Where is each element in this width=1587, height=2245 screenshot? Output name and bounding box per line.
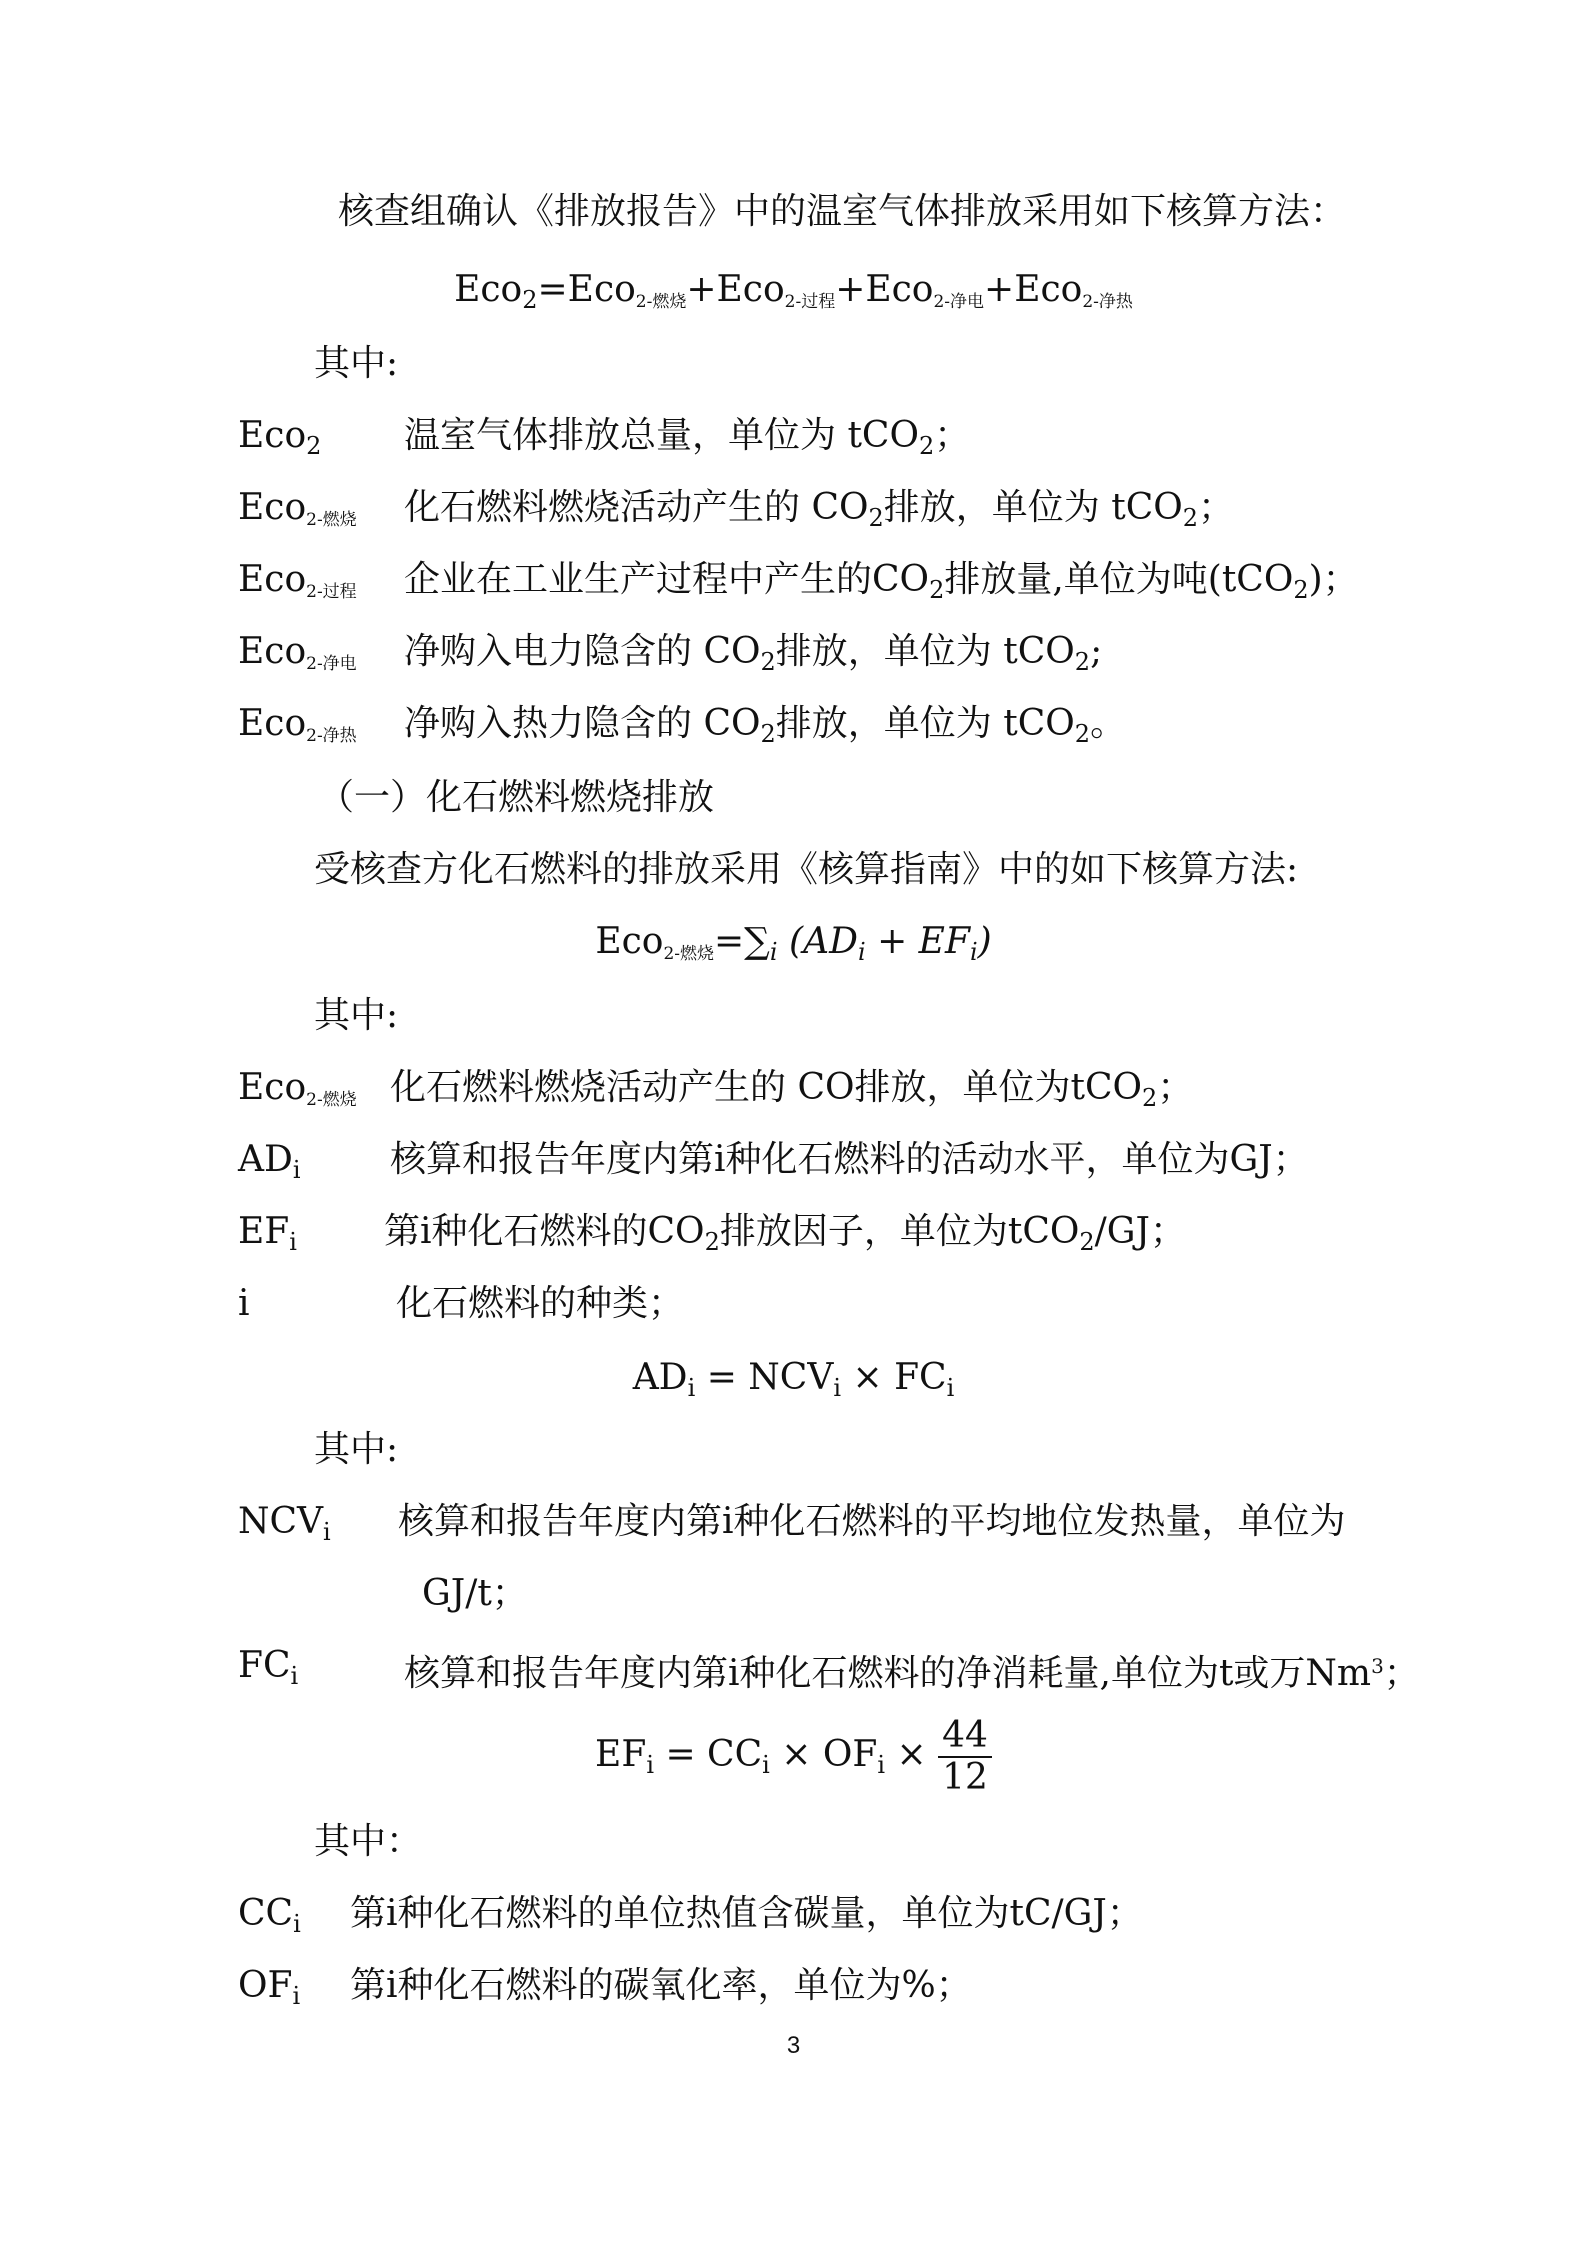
def-symbol: $AD_i$ (238, 1139, 301, 1184)
def-description: 第i种化石燃料的$CO_2$排放因子，单位为tCO$_2$/GJ； (384, 1211, 1186, 1256)
def-description: 化石燃料燃烧活动产生的 $CO_2$排放，单位为 tCO$_2$； (404, 487, 1235, 532)
def-symbol: Eco$_{2-净热}$ (238, 703, 357, 746)
def-symbol: $FC_i$ (238, 1645, 299, 1690)
def-symbol: Eco$_{2-燃烧}$ (238, 1067, 357, 1110)
def-description-continued: GJ/t； (422, 1573, 528, 1614)
def-symbol: i (238, 1283, 250, 1324)
def-symbol: Eco$_2$ (238, 415, 322, 460)
def-symbol: $EF_i$ (238, 1211, 297, 1256)
def-description: 核算和报告年度内第i种化石燃料的净消耗量,单位为t或万Nm$^3$； (404, 1653, 1420, 1694)
def-description: 化石燃料的种类； (396, 1283, 685, 1324)
formula-total: Eco$_2$=Eco$_{2-燃烧}$+Eco$_{2-过程}$+Eco$_{2-净电}$+Eco$_{2-净热}$ (454, 269, 1133, 314)
page-number: 3 (786, 2032, 801, 2059)
section-heading: （一）化石燃料燃烧排放 (318, 777, 715, 818)
def-symbol: Eco$_{2-燃烧}$ (238, 487, 357, 530)
where-label-2: 其中: (314, 995, 399, 1036)
where-label-1: 其中: (314, 343, 399, 384)
where-label-4: 其中： (314, 1821, 423, 1862)
paragraph: 受核查方化石燃料的排放采用《核算指南》中的如下核算方法: (314, 849, 1299, 890)
def-description: 核算和报告年度内第i种化石燃料的平均地位发热量，单位为 (398, 1501, 1346, 1542)
def-description: 净购入电力隐含的 $CO_2$排放，单位为 tCO$_2$; (404, 631, 1103, 676)
formula-ef: $EF_i = CC_i \times OF_i$ × $\frac{44}{12}$ (0, 1710, 1587, 1810)
def-description: 核算和报告年度内第i种化石燃料的活动水平，单位为GJ； (390, 1139, 1309, 1180)
where-label-3: 其中: (314, 1429, 399, 1470)
fraction: $\frac{44}{12}$ (938, 1716, 992, 1798)
formula-ad: $AD_i = NCV_i \times FC_i$ (632, 1357, 955, 1402)
def-description: 化石燃料燃烧活动产生的 CO排放，单位为tCO$_2$； (390, 1067, 1194, 1112)
def-description: 温室气体排放总量，单位为 tCO$_2$； (404, 415, 971, 460)
def-symbol: Eco$_{2-净电}$ (238, 631, 357, 674)
def-description: 第i种化石燃料的碳氧化率，单位为%； (350, 1965, 972, 2006)
def-description: 企业在工业生产过程中产生的$CO_2$排放量,单位为吨(tCO$_2$)； (404, 559, 1359, 604)
formula-combustion: $Eco_{2-燃烧}=\sum_i$ $(AD_i + EF_i)$ (595, 921, 992, 966)
def-description: 净购入热力隐含的 $CO_2$排放，单位为 tCO$_2$。 (404, 703, 1127, 748)
def-symbol: $CC_i$ (238, 1893, 301, 1938)
def-symbol: Eco$_{2-过程}$ (238, 559, 357, 602)
def-symbol: $OF_i$ (238, 1965, 301, 2010)
def-symbol: $NCV_i$ (238, 1501, 331, 1546)
intro-text: 核查组确认《排放报告》中的温室气体排放采用如下核算方法： (338, 191, 1347, 232)
def-description: 第i种化石燃料的单位热值含碳量，单位为tC/GJ； (350, 1893, 1143, 1934)
